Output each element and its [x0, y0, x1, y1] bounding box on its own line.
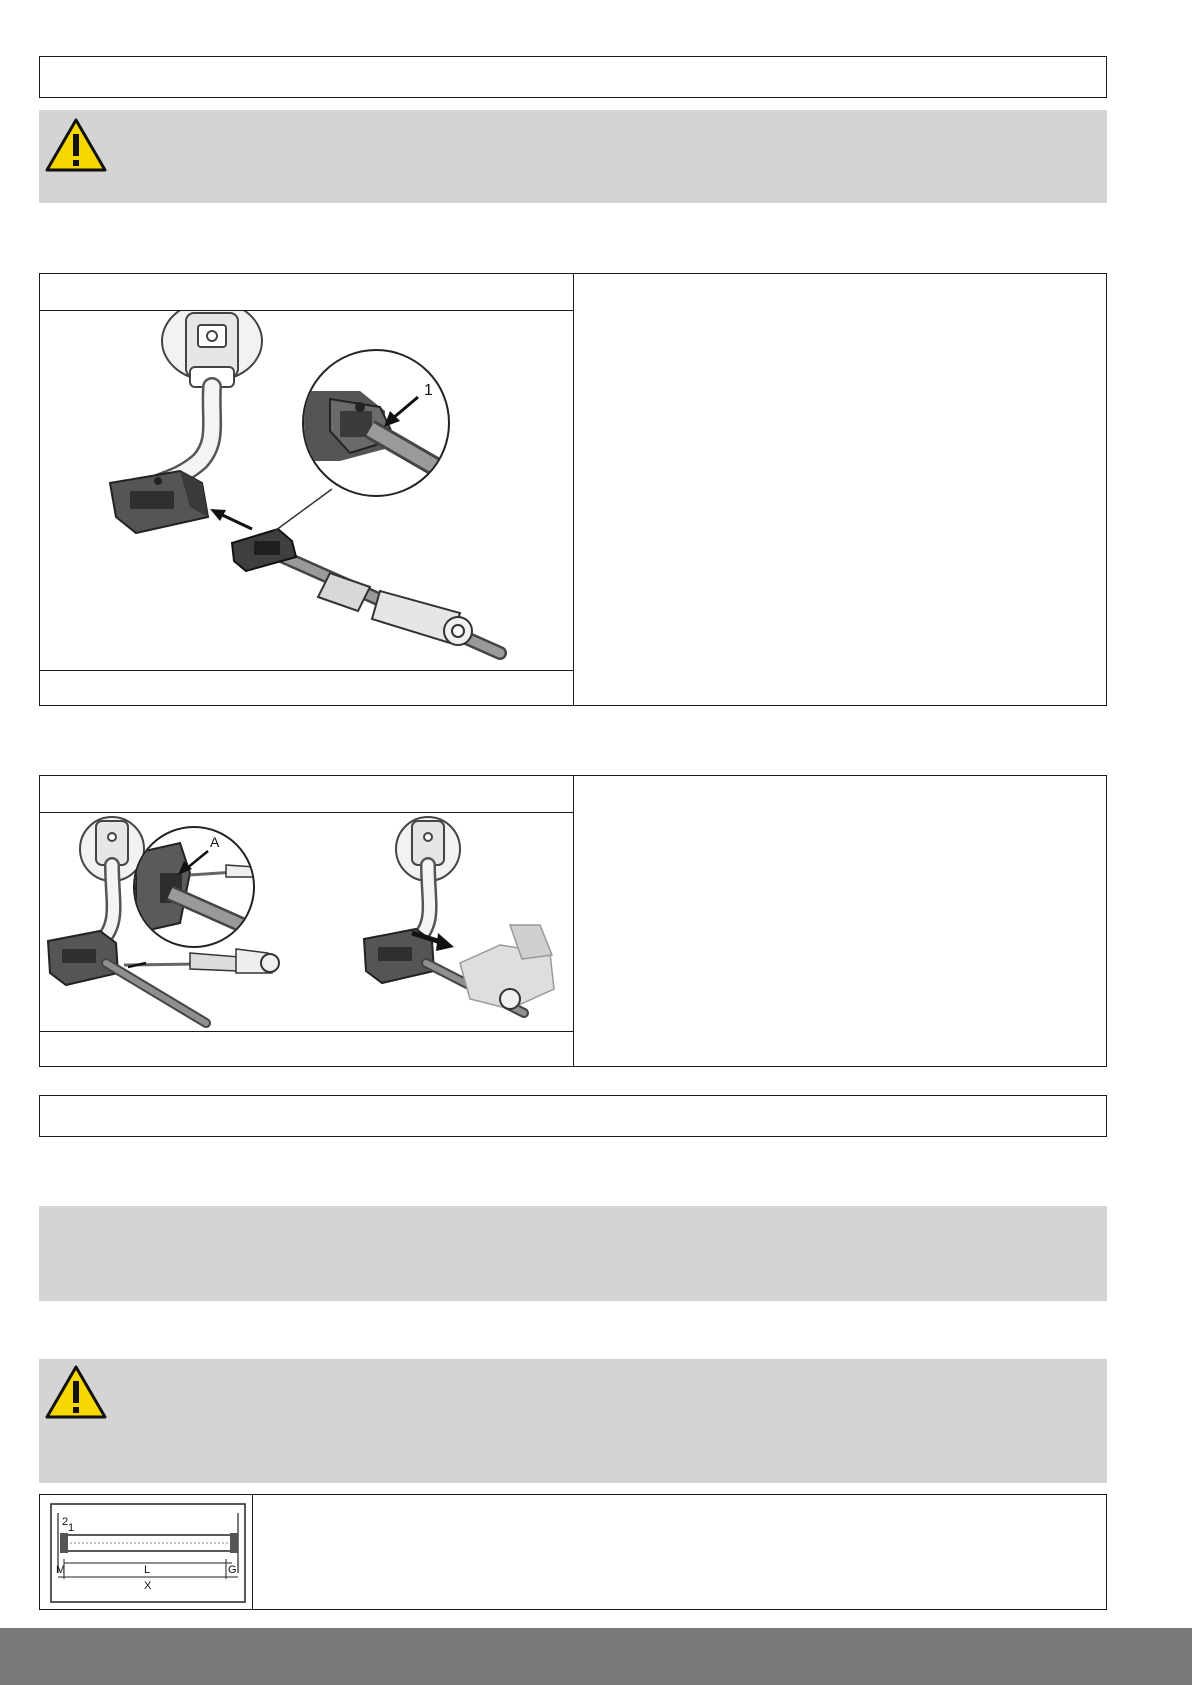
- roller-tube-icon: [60, 1533, 238, 1553]
- dimension-text-column: [254, 1495, 1106, 1609]
- figure-2-caption: [40, 1031, 573, 1068]
- dimension-divider: [252, 1495, 253, 1609]
- detail-magnifier-2: [134, 827, 260, 947]
- screwdriver-icon: [270, 551, 500, 653]
- label-m: M: [56, 1564, 66, 1576]
- wall-plate-icon: [162, 311, 262, 387]
- dimension-block: [39, 1494, 1107, 1610]
- detail-magnifier: [295, 350, 460, 496]
- screwdriver-left-icon: [124, 949, 279, 973]
- label-x: X: [144, 1580, 152, 1592]
- callout-label-1: 1: [424, 382, 433, 399]
- figure-1-caption: [40, 670, 573, 707]
- figure-2-illustration: [40, 813, 573, 1031]
- motor-connector-icon: [110, 471, 208, 533]
- note-panel: [39, 1206, 1107, 1301]
- hand-icon: [460, 925, 554, 1009]
- label-1: 1: [68, 1522, 75, 1534]
- label-g: G: [228, 1564, 237, 1576]
- figure-block-1: [39, 273, 1107, 706]
- warning-panel-1: [39, 110, 1107, 203]
- tube-dimension-drawing: [50, 1503, 246, 1603]
- warning-triangle-icon: [44, 1364, 108, 1420]
- label-2: 2: [62, 1516, 69, 1528]
- warning-triangle-icon: [44, 117, 108, 173]
- figure-1-illustration: [40, 311, 573, 670]
- figure-1-header: [40, 274, 573, 311]
- page-footer-bar: [0, 1628, 1192, 1685]
- connector-left-icon: [48, 931, 118, 985]
- insert-arrow-icon: [210, 509, 252, 529]
- figure-block-2: [39, 775, 1107, 1067]
- callout-label-a: A: [210, 834, 220, 850]
- figure-1-text-column: [575, 274, 1106, 705]
- section-heading-box-2: [39, 1095, 1107, 1137]
- figure-1-divider: [573, 274, 574, 705]
- section-heading-box: [39, 56, 1107, 98]
- figure-2-text-column: [575, 776, 1106, 1066]
- warning-panel-2: [39, 1359, 1107, 1483]
- figure-2-header: [40, 776, 573, 813]
- label-l: L: [144, 1564, 151, 1576]
- figure-2-divider: [573, 776, 574, 1066]
